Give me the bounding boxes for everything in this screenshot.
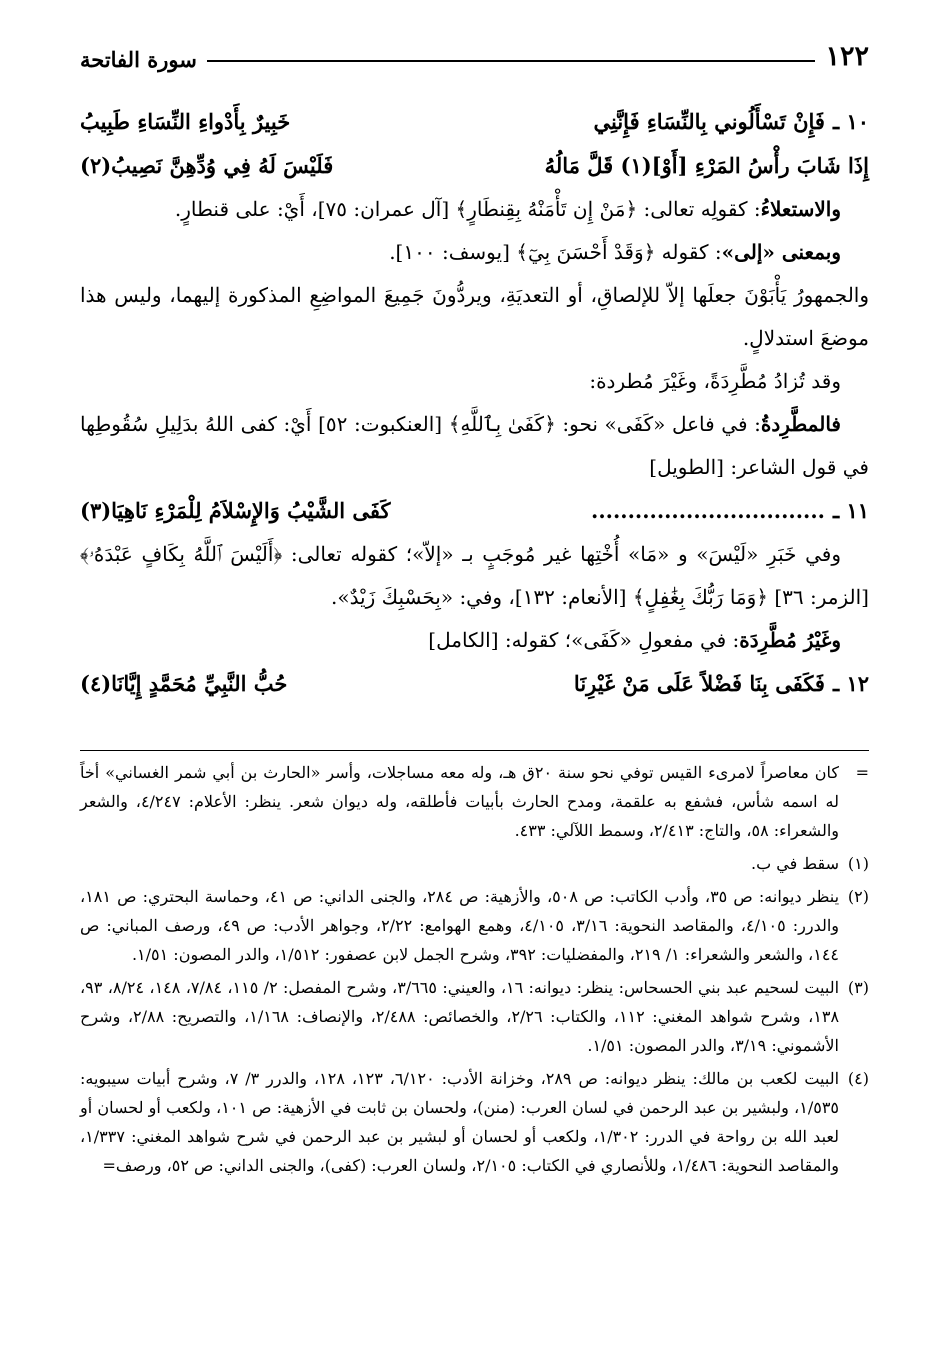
term-heading: والاستعلاءُ xyxy=(760,197,841,221)
paragraph-mutarrida xyxy=(80,403,869,489)
footnote-text: ينظر ديوانه: ص ٣٥، وأدب الكاتب: ص ٥٠٨، والأزهية: ص ٢٨٤، والجنى الداني: ص ٤١، وحماسة البحتري: ص ١٨١، والدرر: ٤/١٠٥، والمقاصد النحوية: ٣/١٦، ٤/١٠٥، وهمع الهوامع: ٢/٢٢، وجواهر الأدب: ص ٤٩، ورصف المباني: ص ١٤٤، والشعر والشعراء: ١/ ٢١٩، والمفضليات: ٣٩٢، وشرح الجمل لابن عصفور: ١/٥١٢، والدر المصون: ١/٥١. xyxy=(80,887,840,964)
footnote-text: البيت لسحيم عبد بني الحسحاس: ينظر: ديوانه: ١٦، والعيني: ٣/٦٦٥، وشرح المفصل: ٢/ ١١٥، ٧/٨٤، ١٤٨، ٨/٢٤، ٩٣، ١٣٨، وشرح شواهد المغني: ١١٢، والكتاب: ٢/٢٦، والخصائص: ٢/٤٨٨، والإنصاف: ١/١٦٨، والتصريح: ٢/٨٨، وشرح الأشموني: ٣/١٩، والدر المصون: ١/٥١. xyxy=(80,978,840,1055)
paragraph-jumhur: والجمهورُ يَأْبَوْنَ جعلَها إلاّ للإلصاقِ، أو التعديَةِ، ويردُّونَ جَمِيعَ المواضِعِ المذكورة إليهما، وليس هذا موضعَ استدلالٍ. xyxy=(80,283,869,350)
paragraph-khabar: وفي خَبَرِ «لَيْسَ» و «مَا» أُخْتِها غير مُوجَبٍ بـ «إلاّ»؛ كقوله تعالى: ﴿أَلَيْسَ ٱللَّهُ بِكَافٍ عَبْدَهُۥ﴾ [الزمر: ٣٦] ﴿وَمَا رَبُّكَ بِغَٰفِلٍ﴾ [الأنعام: ١٣٢]، وفي: «بِحَسْبِكَ زَيْدٌ». xyxy=(80,542,869,609)
footnote-divider xyxy=(80,750,869,751)
paragraph-text: : في مفعولِ «كَفَى»؛ كقوله: [الكامل] xyxy=(428,628,740,652)
verse-hemistich: فَلَيْسَ لَهُ فِي وُدِّهِنَّ نَصِيبُ(٢) xyxy=(80,153,334,178)
header-rule xyxy=(207,60,816,62)
verse-hemistich: خَبِيرٌ بِأَدْواءِ النِّسَاءِ طَبِيبُ xyxy=(80,109,291,134)
verse-hemistich: حُبُّ النَّبِيِّ مُحَمَّدٍ إِيَّانَا(٤) xyxy=(80,671,288,696)
main-text xyxy=(80,100,869,706)
footnote-3 xyxy=(80,973,869,1060)
footnote-4 xyxy=(80,1064,869,1180)
page-number: ١٢٢ xyxy=(825,41,869,72)
footnote-mark: = xyxy=(855,763,869,782)
verse-hemistich: فَإِنْ تَسْأَلُوني بِالنِّسَاءِ فَإِنَّنِي xyxy=(593,109,825,134)
footnote-mark: (٤) xyxy=(847,1069,869,1088)
footnote-text: البيت لكعب بن مالك: ينظر ديوانه: ص ٢٨٩، وخزانة الأدب: ٦/١٢٠، ١٢٣، ١٢٨، والدرر ٣/ ٧، وشرح أبيات سيبويه: ١/٥٣٥، ولبشير بن عبد الرحمن في لسان العرب: (منن)، ولحسان بن ثابت في الأزهية: ص ١٠١، ولكعب أو لحسان أو لعبد الله بن رواحة في الدرر: ١/٣٠٢، ولكعب أو لحسان أو لبشير بن عبد الرحمن في شرح شواهد المغني: ١/٣٣٧، والمقاصد النحوية: ١/٤٨٦، وللأنصاري في الكتاب: ٢/١٠٥، ولسان العرب: (كفى)، والجنى الداني: ص ٥٢، ورصف= xyxy=(80,1069,840,1175)
term-heading: وبمعنى «إلى» xyxy=(721,240,841,264)
footnote-mark: (٣) xyxy=(847,978,869,997)
paragraph-text: : في فاعل «كَفَى» نحو: ﴿كَفَىٰ بِٱللَّهِ﴾ [العنكبوت: ٥٢] أَيْ: كفى اللهُ بدَلِيلِ سُقُوطِها في قول الشاعر: [الطويل] xyxy=(80,412,869,479)
paragraph-text: : كقولِه تعالى: ﴿مَنْ إِن تَأْمَنْهُ بِقِنطَارٍ﴾ [آل عمران: ٧٥]، أَيْ: على قنطارٍ. xyxy=(174,197,761,221)
paragraph-ila xyxy=(80,231,869,274)
footnote-mark: (١) xyxy=(847,854,869,873)
verse-number: ١١ ـ xyxy=(832,498,869,523)
verse-hemistich: ................................ xyxy=(591,498,825,523)
paragraph-text: : كقوله ﴿وَقَدْ أَحْسَنَ بِيٓ﴾ [يوسف: ١٠٠]. xyxy=(389,240,722,264)
footnote-text: سقط في ب. xyxy=(751,854,839,873)
term-heading: فالمطَّرِدةُ xyxy=(760,412,841,436)
verse-10-line-2 xyxy=(80,144,869,188)
verse-hemistich: كَفَى الشَّيْبُ وَالإِسْلاَمُ لِلْمَرْءِ نَاهِيَا(٣) xyxy=(80,498,391,523)
verse-number: ١٢ ـ xyxy=(832,671,869,696)
paragraph-istila xyxy=(80,188,869,231)
verse-number: ١٠ ـ xyxy=(832,109,869,134)
verse-12 xyxy=(80,662,869,706)
footnote-continuation xyxy=(80,758,869,845)
footnote-text: كان معاصراً لامرىء القيس توفي نحو سنة ٢٠ق هـ، وله معه مساجلات، وأسر «الحارث بن أبي شمر الغساني» أخاً له اسمه شأس، فشفع به علقمة، ومدح الحارث بأبيات فأطلقه، وله ديوان شعر. ينظر: الأعلام: ٤/٢٤٧، والشعر والشعراء: ٥٨، والتاج: ٢/٤١٣، وسمط اللآلي: ٤٣٣. xyxy=(80,763,840,840)
footnotes xyxy=(80,758,869,1184)
verse-10-line-1 xyxy=(80,100,869,144)
verse-hemistich: إِذَا شَابَ رأْسُ المَرْءِ [أَوْ](١) قَلَّ مَالُهُ xyxy=(544,153,869,178)
paragraph-tuzad: وقد تُزادُ مُطَّرِدَةً، وغَيْرَ مُطردة: xyxy=(589,369,841,393)
surah-title: سورة الفاتحة xyxy=(80,47,197,72)
paragraph-ghayr xyxy=(80,619,869,662)
term-heading: وغَيْرُ مُطَّرِدَة xyxy=(739,628,841,652)
footnote-mark: (٢) xyxy=(847,887,869,906)
verse-11 xyxy=(80,489,869,533)
footnote-2 xyxy=(80,882,869,969)
footnote-1 xyxy=(80,849,869,878)
verse-hemistich: فَكَفَى بِنَا فَضْلاً عَلَى مَنْ غَيْرِنَا xyxy=(573,671,825,696)
page-header xyxy=(80,38,869,70)
